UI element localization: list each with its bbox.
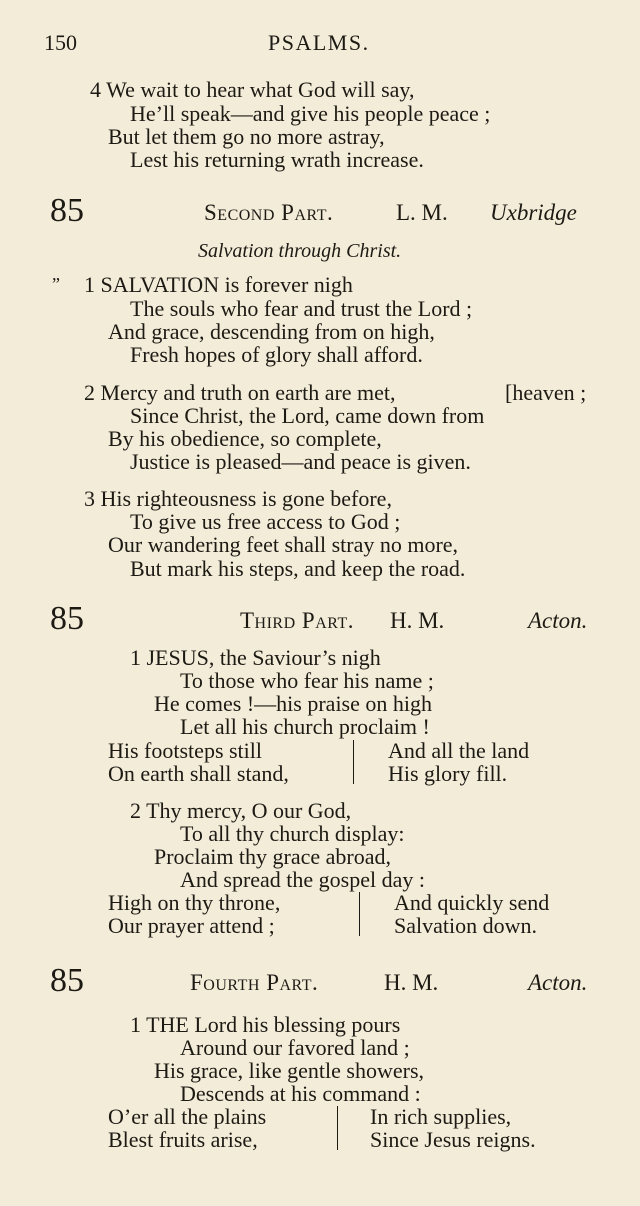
verse-line: 4 We wait to hear what God will say, <box>90 77 415 102</box>
hymn-part: Third Part. <box>240 608 354 633</box>
verse-line: 1 JESUS, the Saviour’s nigh <box>130 645 381 670</box>
refrain-left-line: O’er all the plains <box>108 1104 267 1129</box>
hymn-tune: Acton. <box>528 608 588 633</box>
page-number: 150 <box>44 30 77 55</box>
hymn-tune: Uxbridge <box>490 200 577 225</box>
column-divider <box>337 1106 338 1150</box>
refrain-right-line: Since Jesus reigns. <box>370 1127 536 1152</box>
refrain-right-line: And all the land <box>388 738 530 763</box>
refrain-left-line: High on thy throne, <box>108 890 281 915</box>
verse-line: He comes !—his praise on high <box>154 691 432 716</box>
hymn-number: 85 <box>50 962 84 999</box>
column-divider <box>353 740 354 784</box>
verse-line: 1 THE Lord his blessing pours <box>130 1012 401 1037</box>
refrain-right-line: Salvation down. <box>394 913 537 938</box>
hymn-number: 85 <box>50 192 84 229</box>
verse-line: And spread the gospel day : <box>180 867 425 892</box>
verse-line: Let all his church proclaim ! <box>180 714 430 739</box>
hymn-tune: Acton. <box>528 970 588 995</box>
verse-line: He’ll speak—and give his people peace ; <box>130 101 491 126</box>
refrain-left-line: His footsteps still <box>108 738 263 763</box>
verse-line: Descends at his command : <box>180 1081 421 1106</box>
hymn-part: Second Part. <box>204 200 334 225</box>
verse-line: His grace, like gentle showers, <box>154 1058 425 1083</box>
column-divider <box>359 892 360 936</box>
verse-line: But mark his steps, and keep the road. <box>130 556 466 581</box>
margin-mark: ” <box>52 274 60 294</box>
hymn-part: Fourth Part. <box>190 970 319 995</box>
hymn-number: 85 <box>50 600 84 637</box>
verse-line: To all thy church display: <box>180 821 405 846</box>
verse-line: Our wandering feet shall stray no more, <box>108 532 459 557</box>
verse-line: 2 Mercy and truth on earth are met, <box>84 380 396 405</box>
verse-line: Since Christ, the Lord, came down from <box>130 403 485 428</box>
verse-line: Around our favored land ; <box>180 1035 410 1060</box>
refrain-left-line: Blest fruits arise, <box>108 1127 258 1152</box>
refrain-right-line: In rich supplies, <box>370 1104 512 1129</box>
hymn-meter: H. M. <box>390 608 445 633</box>
verse-line: 1 SALVATION is forever nigh <box>84 272 353 297</box>
hymn-subtitle: Salvation through Christ. <box>198 240 402 262</box>
page-title: PSALMS. <box>268 30 370 55</box>
verse-line: 2 Thy mercy, O our God, <box>130 798 352 823</box>
verse-line: And grace, descending from on high, <box>108 319 435 344</box>
verse-line: The souls who fear and trust the Lord ; <box>130 296 473 321</box>
refrain-right-line: His glory fill. <box>388 761 508 786</box>
verse-line: By his obedience, so complete, <box>108 426 382 451</box>
verse-line: But let them go no more astray, <box>108 124 385 149</box>
hymn-meter: L. M. <box>396 200 448 225</box>
verse-line: To give us free access to God ; <box>130 509 401 534</box>
refrain-left-line: On earth shall stand, <box>108 761 289 786</box>
refrain-left-line: Our prayer attend ; <box>108 913 275 938</box>
verse-line: To those who fear his name ; <box>180 668 434 693</box>
verse-line: 3 His righteousness is gone before, <box>84 486 392 511</box>
verse-line-overflow: [heaven ; <box>505 380 587 405</box>
verse-line: Justice is pleased—and peace is given. <box>130 449 471 474</box>
verse-line: Lest his returning wrath increase. <box>130 147 424 172</box>
refrain-right-line: And quickly send <box>394 890 550 915</box>
verse-line: Proclaim thy grace abroad, <box>154 844 392 869</box>
verse-line: Fresh hopes of glory shall afford. <box>130 342 423 367</box>
hymn-meter: H. M. <box>384 970 439 995</box>
